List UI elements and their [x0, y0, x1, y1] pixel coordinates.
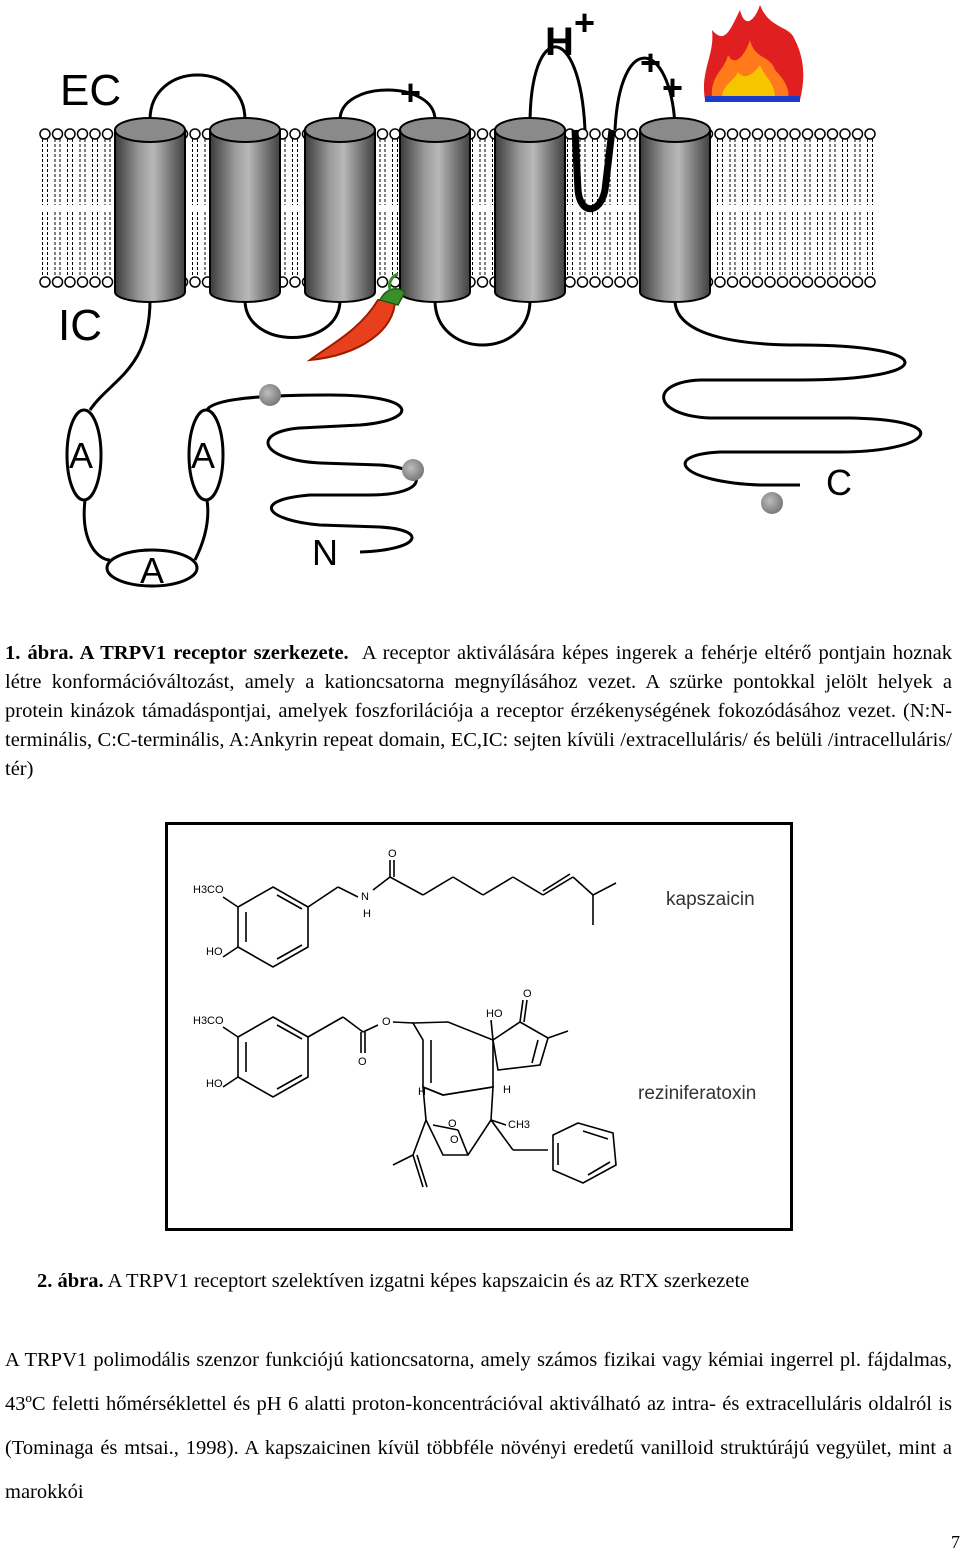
- transmembrane-helices: [115, 118, 710, 302]
- atom-label: HO: [486, 1008, 503, 1020]
- atom-label: N: [361, 891, 369, 903]
- h-plus-label: H: [545, 20, 574, 64]
- atom-label: H: [503, 1084, 511, 1096]
- figure1-caption-label: 1. ábra. A TRPV1 receptor szerkezete.: [5, 641, 349, 664]
- plus-sign-3: +: [662, 67, 684, 108]
- h-plus-sign: +: [574, 2, 596, 43]
- flame-icon: [704, 5, 803, 102]
- chemical-structures: [168, 825, 790, 1228]
- figure2-caption: [37, 1267, 937, 1295]
- atom-label: O: [448, 1118, 457, 1130]
- atom-label: HO: [206, 1078, 223, 1090]
- phospho-site-3: [761, 492, 783, 514]
- transmembrane-helix-5: [495, 118, 565, 302]
- chemical-structures-figure: [165, 822, 793, 1231]
- figure2-caption-text: A TRPV1 receptort szelektíven izgatni képes kapszaicin és az RTX szerkezete: [107, 1269, 750, 1292]
- resiniferatoxin-label: reziniferatoxin: [638, 1083, 757, 1104]
- page-number: 7: [951, 1532, 960, 1552]
- pore-loop: [575, 130, 612, 209]
- atom-label: O: [450, 1134, 459, 1146]
- ankyrin-label-3: A: [140, 550, 165, 591]
- c-terminal-tail: [664, 300, 921, 485]
- atom-label: H3CO: [193, 1015, 224, 1027]
- transmembrane-helix-2: [210, 118, 280, 302]
- atom-label: O: [388, 848, 397, 860]
- plus-sign-1: +: [400, 72, 422, 113]
- atom-label: H: [418, 1086, 426, 1098]
- figure1-caption: [5, 639, 952, 784]
- atom-label: CH3: [508, 1119, 531, 1131]
- atom-label: HO: [206, 946, 223, 958]
- ankyrin-label-1: A: [69, 435, 94, 476]
- trpv1-receptor-diagram: [0, 0, 960, 610]
- transmembrane-helix-4: [400, 118, 470, 302]
- atom-label: O: [382, 1016, 391, 1028]
- n-terminal-label: N: [312, 532, 338, 573]
- body-paragraph: A TRPV1 polimodális szenzor funkciójú kationcsatorna, amely számos fizikai vagy kémiai ingerrel pl. fájdalmas, 43ºC feletti hőmérséklettel és pH 6 alatti proton-koncentrációval aktiválható az intra- és extracelluláris oldalról is (Tominaga és mtsai., 1998). A kapszaicinen kívül többféle növényi eredetű vanilloid struktúrájú vegyület, mint a marokkói: [5, 1348, 952, 1503]
- phospho-site-2: [402, 459, 424, 481]
- transmembrane-helix-6: [640, 118, 710, 302]
- ec-label: EC: [60, 66, 122, 115]
- capsaicin-label: kapszaicin: [666, 889, 755, 910]
- plus-sign-2: +: [640, 42, 662, 83]
- capsaicin-structure: [223, 860, 616, 967]
- atom-label: H: [363, 908, 371, 920]
- atom-label: O: [523, 988, 532, 1000]
- phospho-site-1: [259, 384, 281, 406]
- transmembrane-helix-1: [115, 118, 185, 302]
- ic-label: IC: [58, 301, 102, 350]
- figure1-caption-text: A receptor aktiválására képes ingerek a fehérje eltérő pontjain hoznak létre konformációváltozást, amely a kationcsatorna megnyílásához vezet. A szürke pontokkal jelölt helyek a protein kinázok támadáspontjai, amelyek foszforilációja a receptor érzékenységének fokozódásához vezet. (N:N-terminális, C:C-terminális, A:Ankyrin repeat domain, EC,IC: sejten kívüli /extracelluláris/ és belüli /intracelluláris/ tér): [5, 641, 952, 780]
- figure2-caption-label: 2. ábra.: [37, 1269, 104, 1292]
- ankyrin-label-2: A: [191, 435, 216, 476]
- atom-label: O: [358, 1056, 367, 1068]
- atom-label: H3CO: [193, 884, 224, 896]
- transmembrane-helix-3: [305, 118, 375, 302]
- atom-labels: [193, 848, 532, 1146]
- c-terminal-label: C: [826, 462, 852, 503]
